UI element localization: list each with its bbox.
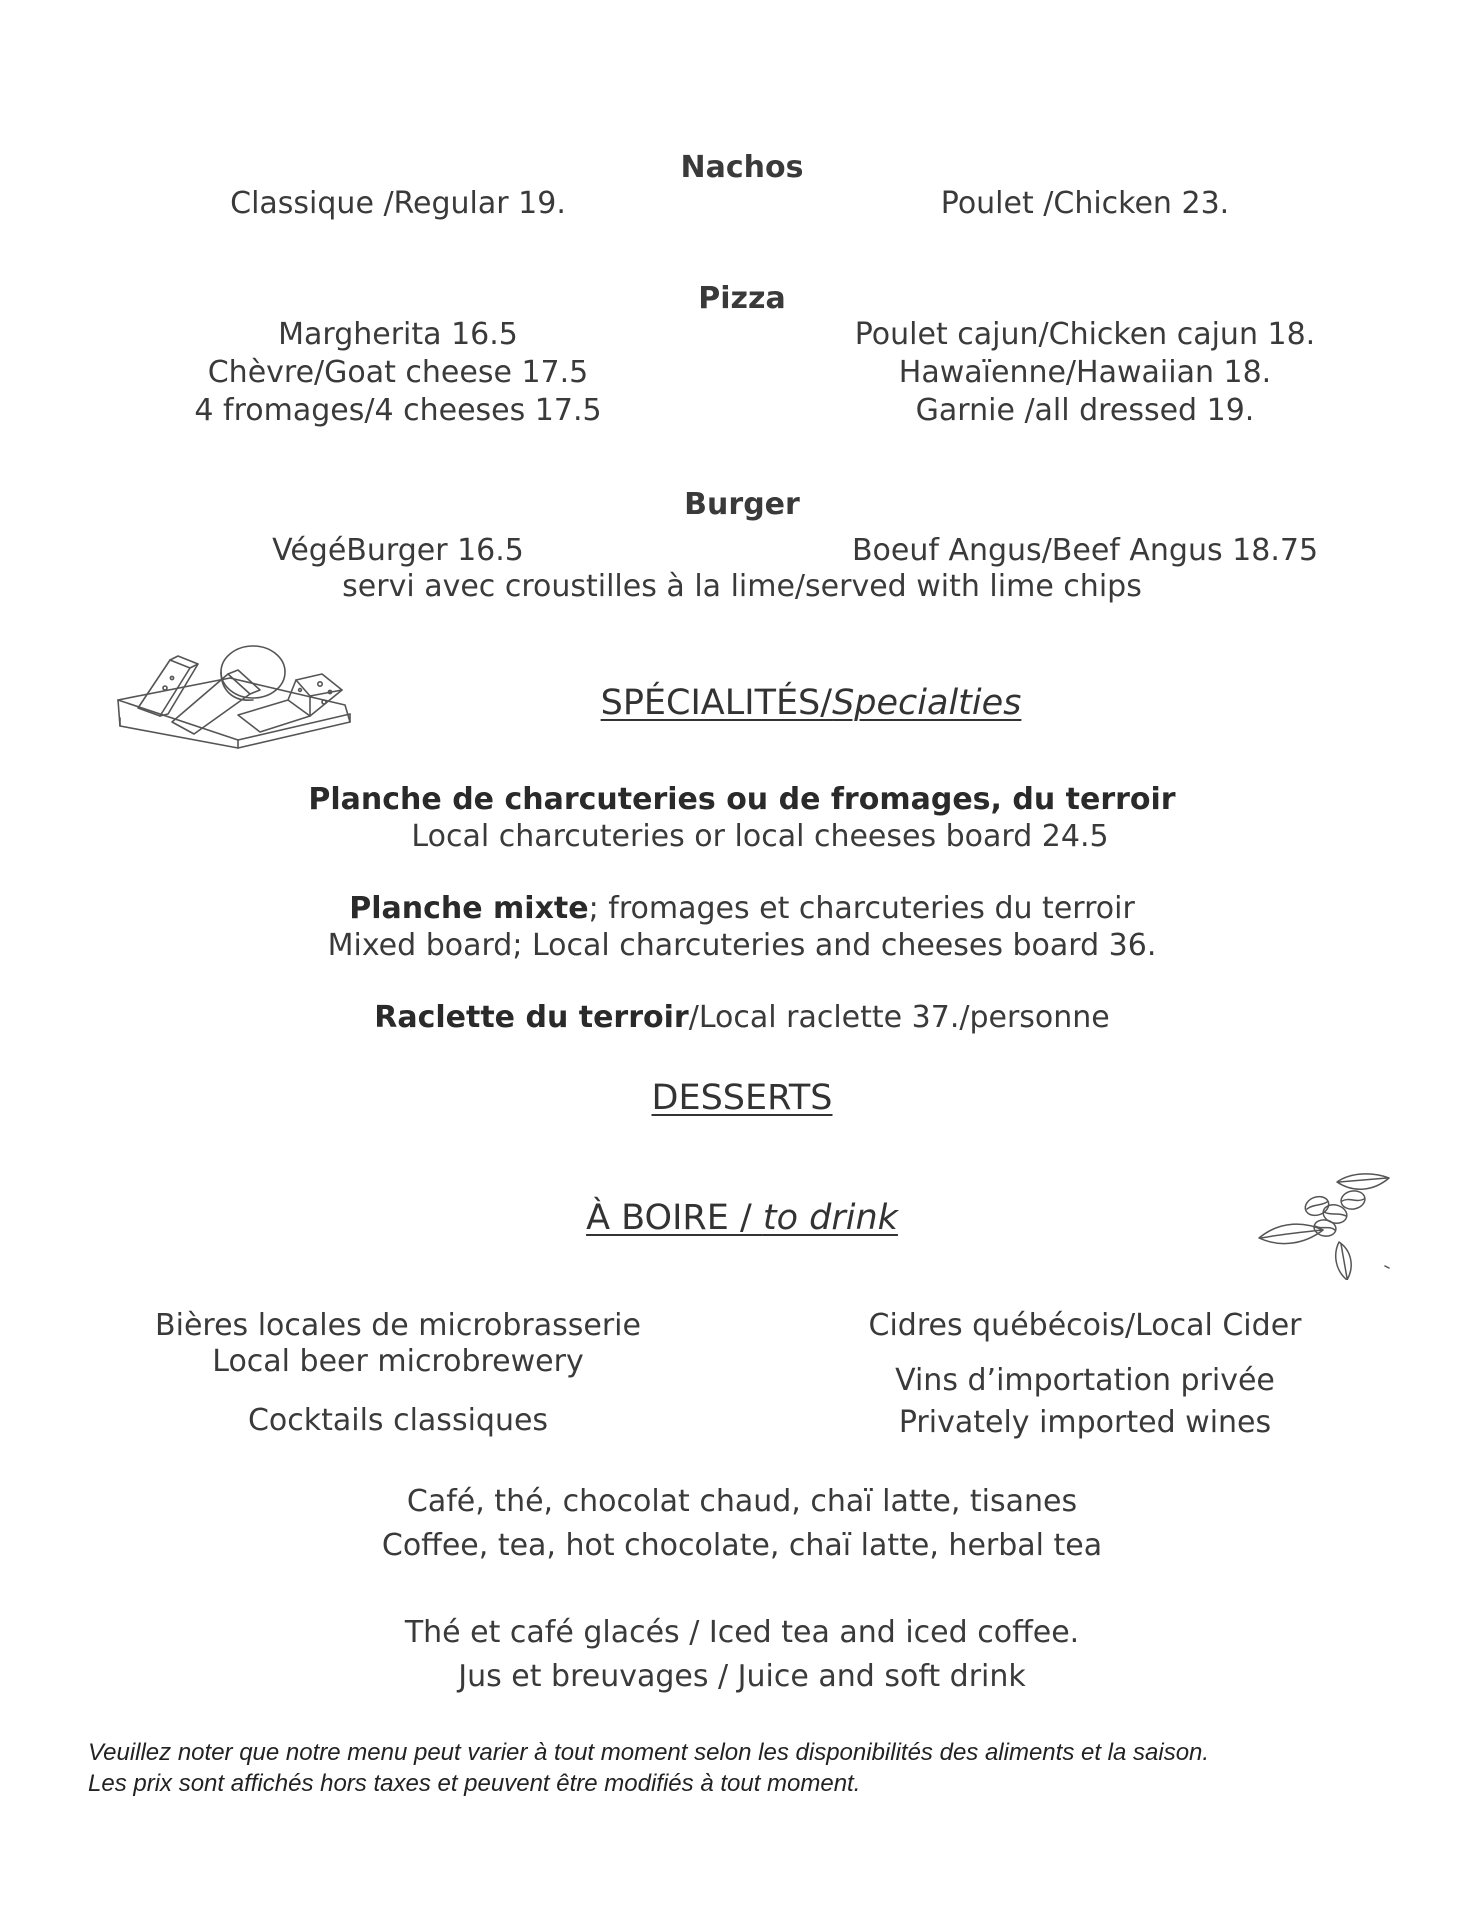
- hot-drinks-item-en: Coffee, tea, hot chocolate, chaï latte, herbal tea: [381, 1528, 1103, 1563]
- hot-drinks-item: Café, thé, chocolat chaud, chaï latte, tisanes: [406, 1484, 1078, 1519]
- pizza-heading: Pizza: [698, 281, 786, 316]
- cider-item: Cidres québécois/Local Cider: [868, 1308, 1302, 1343]
- pizza-item: Chèvre/Goat cheese 17.5: [207, 355, 589, 390]
- coffee-beans-icon: [1255, 1170, 1395, 1280]
- mixed-board-title: Planche mixte; fromages et charcuteries du terroir: [349, 891, 1135, 926]
- cheese-board-icon: [110, 630, 360, 770]
- beer-item-en: Local beer microbrewery: [212, 1344, 584, 1379]
- wine-item: Vins d’importation privée: [895, 1363, 1275, 1398]
- raclette-item: Raclette du terroir/Local raclette 37./personne: [374, 1000, 1110, 1035]
- board-description: Local charcuteries or local cheeses board 24.5: [411, 819, 1109, 854]
- wine-item-en: Privately imported wines: [898, 1405, 1272, 1440]
- pizza-item: Hawaïenne/Hawaiian 18.: [898, 355, 1272, 390]
- juice-item: Jus et breuvages / Juice and soft drink: [458, 1659, 1026, 1694]
- pizza-item: Margherita 16.5: [278, 317, 518, 352]
- burger-heading: Burger: [684, 487, 800, 522]
- desserts-heading: DESSERTS: [651, 1078, 833, 1118]
- burger-beef-item: Boeuf Angus/Beef Angus 18.75: [851, 533, 1319, 568]
- iced-drinks-item: Thé et café glacés / Iced tea and iced coffee.: [404, 1615, 1080, 1650]
- mixed-board-description: Mixed board; Local charcuteries and cheeses board 36.: [327, 928, 1157, 963]
- burger-side-note: servi avec croustilles à la lime/served with lime chips: [342, 569, 1142, 604]
- burger-vege-item: VégéBurger 16.5: [272, 533, 524, 568]
- pizza-item: Garnie /all dressed 19.: [915, 393, 1255, 428]
- cocktails-item: Cocktails classiques: [247, 1403, 549, 1438]
- beer-item: Bières locales de microbrasserie: [155, 1308, 641, 1343]
- nachos-heading: Nachos: [680, 150, 804, 185]
- nachos-chicken-item: Poulet /Chicken 23.: [940, 186, 1230, 221]
- footer-note: Les prix sont affichés hors taxes et peuvent être modifiés à tout moment.: [88, 1770, 861, 1797]
- footer-note: Veuillez noter que notre menu peut varier à tout moment selon les disponibilités des aliments et la saison.: [88, 1739, 1210, 1766]
- specialties-heading: SPÉCIALITÉS/Specialties: [600, 683, 1022, 723]
- pizza-item: Poulet cajun/Chicken cajun 18.: [854, 317, 1316, 352]
- nachos-regular-item: Classique /Regular 19.: [230, 186, 566, 221]
- drinks-heading: À BOIRE / to drink: [586, 1198, 898, 1238]
- pizza-item: 4 fromages/4 cheeses 17.5: [194, 393, 602, 428]
- board-title: Planche de charcuteries ou de fromages, du terroir: [308, 782, 1176, 817]
